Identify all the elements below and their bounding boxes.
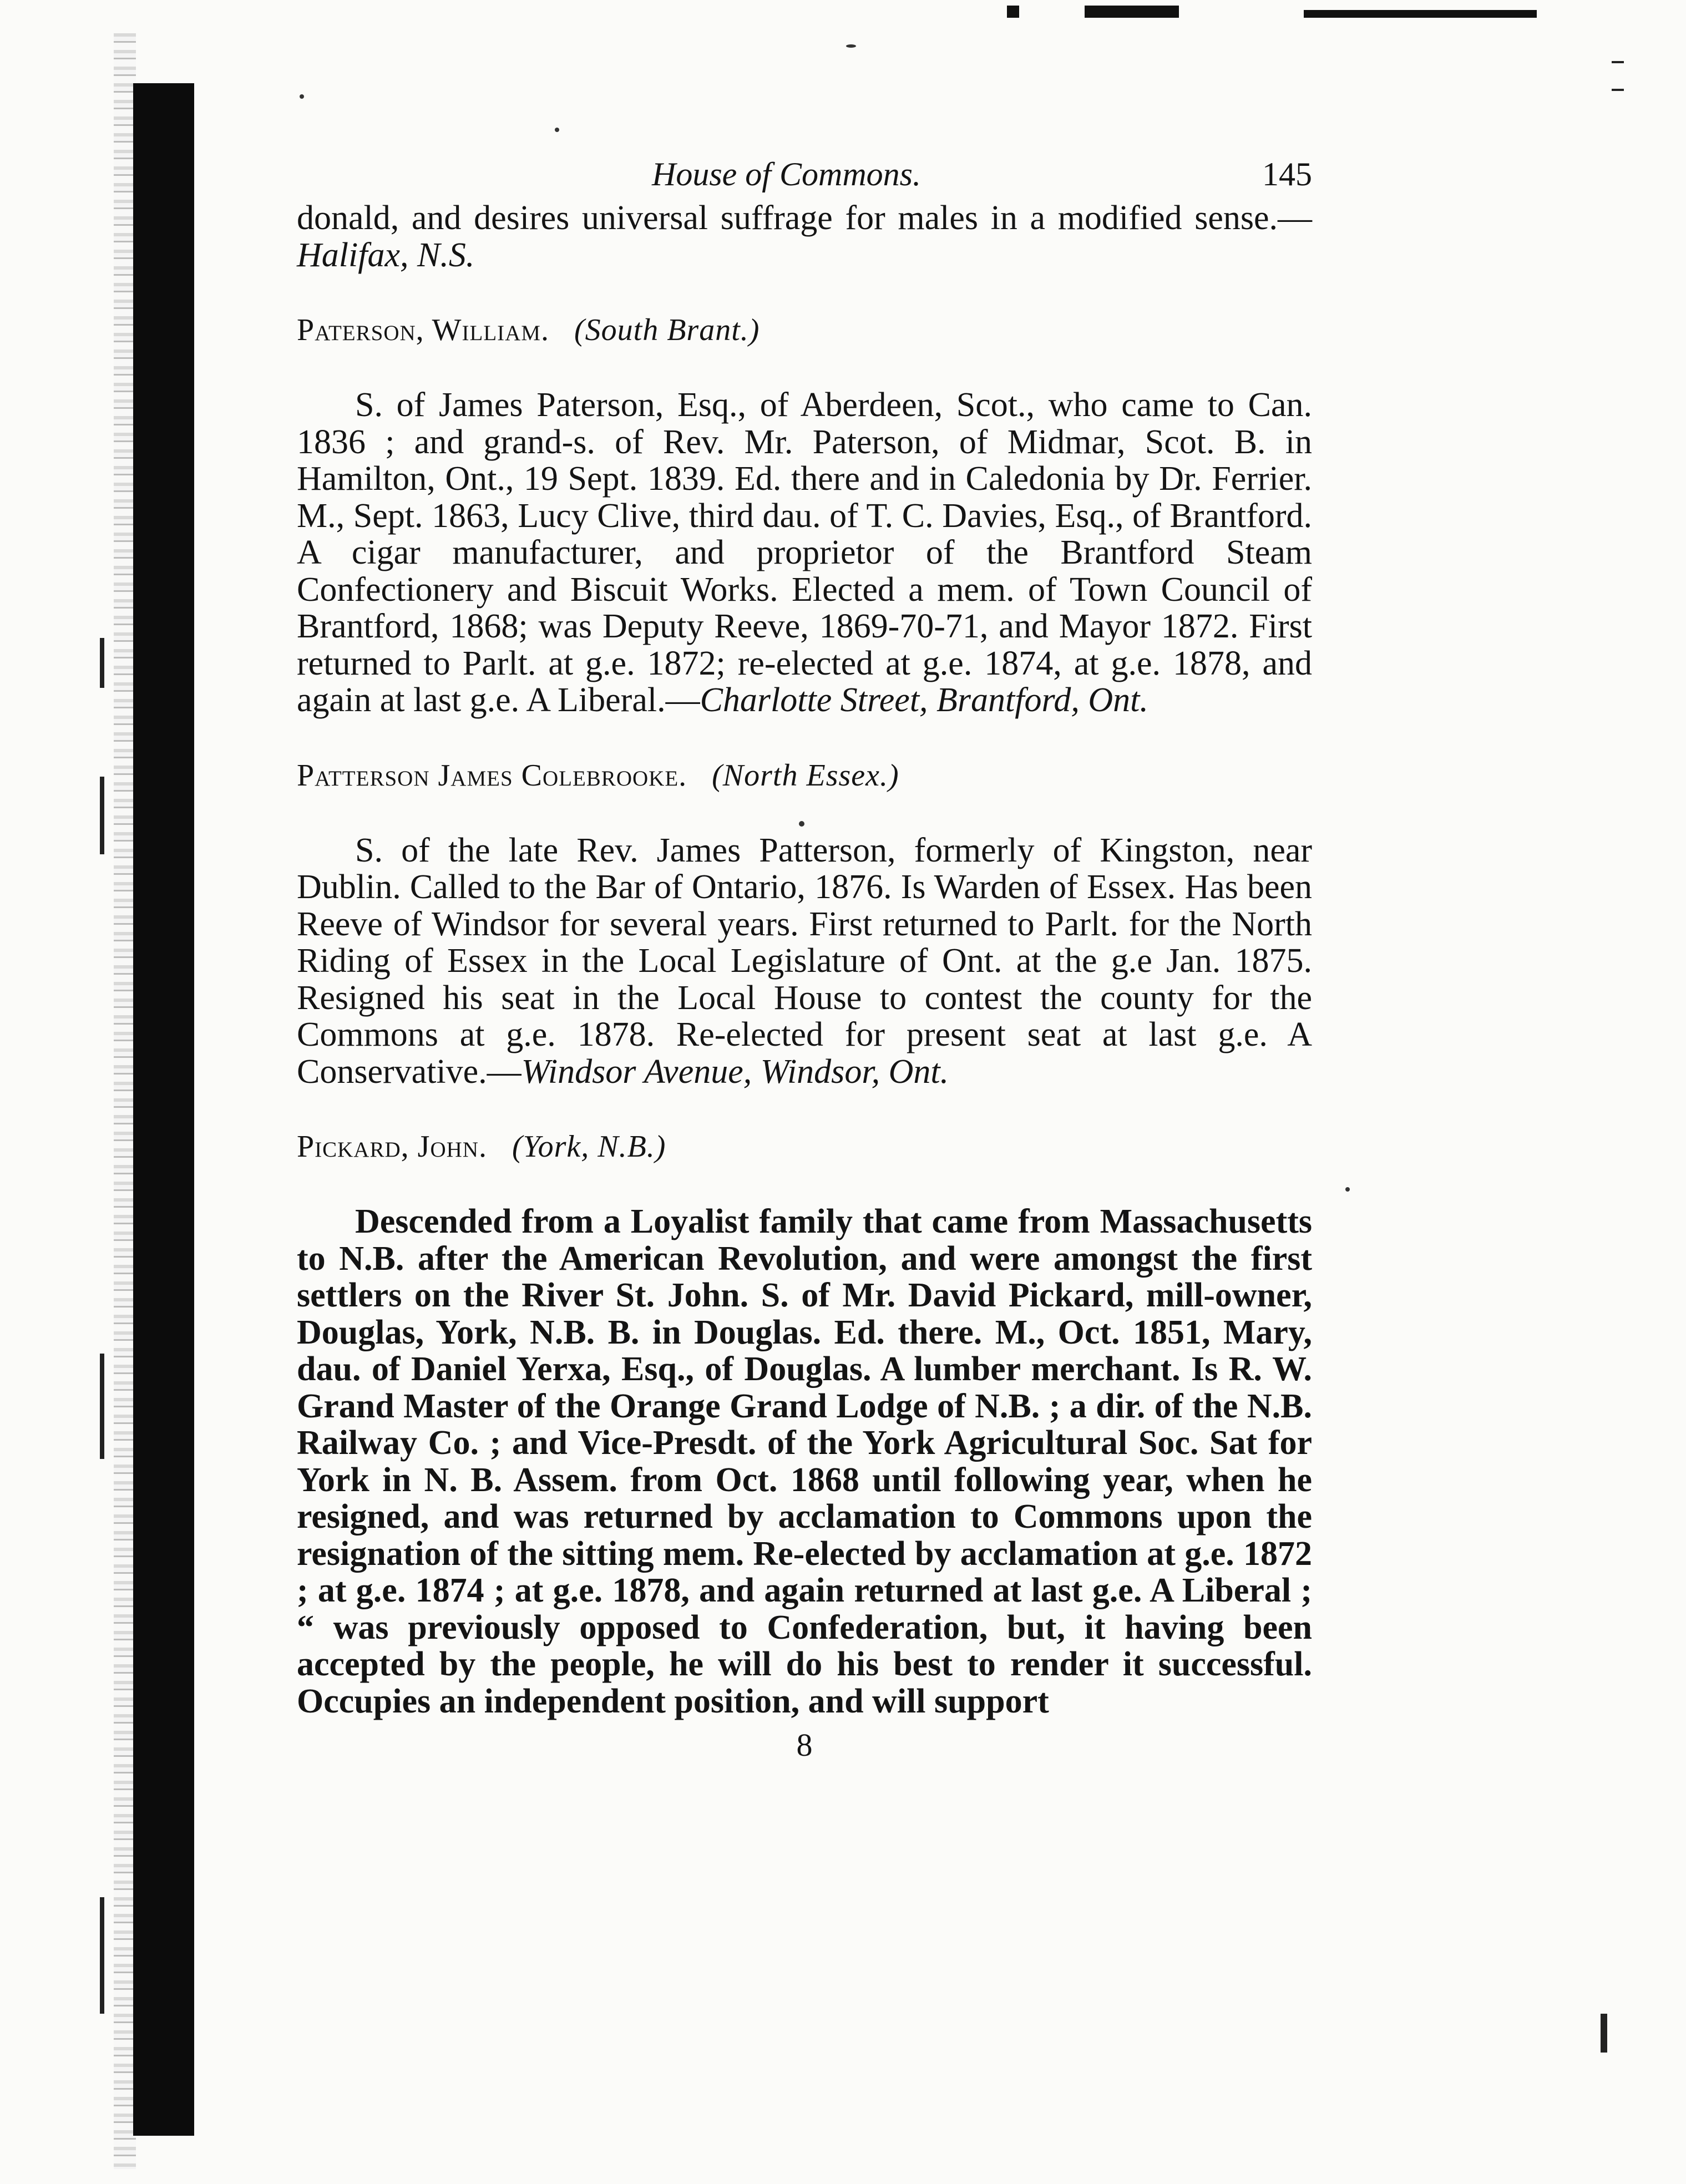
scan-mark — [1612, 89, 1624, 91]
binding-shadow — [133, 83, 194, 2136]
entry-body — [297, 387, 1312, 719]
entry-heading — [297, 312, 1312, 348]
entry-name: Patterson James Colebrooke. — [297, 758, 687, 793]
scan-mark — [100, 1354, 104, 1459]
entry — [297, 1129, 1312, 1720]
entry-riding: (York, N.B.) — [512, 1129, 666, 1164]
continuation-paragraph — [297, 200, 1312, 273]
continuation-address: Halifax, N.S. — [297, 236, 475, 274]
entry-body — [297, 1203, 1312, 1720]
entry-address: Windsor Avenue, Windsor, Ont. — [521, 1052, 949, 1091]
entry-heading — [297, 1129, 1312, 1164]
running-title: House of Commons. — [652, 156, 922, 192]
entry-body-text: S. of James Paterson, Esq., of Aberdeen, Scot., who came to Can. 1836 ; and grand-s. of Rev. Mr. Paterson, of Midmar, Scot. B. in Hamilton, Ont., 19 Sept. 1839. Ed. there and in Caledonia by Dr. Ferrier. M., Sept. 1863, Lucy Clive, third dau. of T. C. Davies, Esq., of Brantford. A cigar manufacturer, and proprietor of the Brantford Steam Confectionery and Biscuit Works. Elected a mem. of Town Council of Brantford, 1868; was Deputy Reeve, 1869-70-71, and Mayor 1872. First returned to Parlt. at g.e. 1872; re-elected at g.e. 1874, at g.e. 1878, and again at last g.e. A Liberal.— — [297, 386, 1312, 719]
entry-riding: (South Brant.) — [574, 313, 760, 347]
scan-mark — [100, 638, 104, 688]
entry-address: Charlotte Street, Brantford, Ont. — [700, 681, 1148, 719]
entry — [297, 758, 1312, 1091]
scan-mark — [1007, 6, 1019, 18]
signature-mark: 8 — [796, 1727, 813, 1763]
scan-mark — [1085, 6, 1179, 18]
scan-mark — [1601, 2014, 1607, 2053]
entry-name: Pickard, John. — [297, 1129, 487, 1164]
scan-mark — [100, 777, 104, 854]
entry-riding: (North Essex.) — [712, 758, 899, 793]
entry-name: Paterson, William. — [297, 313, 549, 347]
book-page — [297, 150, 1312, 1764]
binding-edge — [114, 33, 136, 2169]
entry-body — [297, 832, 1312, 1091]
scan-mark — [1304, 10, 1537, 18]
continuation-text: donald, and desires universal suffrage for males in a modified sense.— — [297, 199, 1312, 237]
scan-mark — [1612, 61, 1624, 63]
scan-mark — [846, 44, 856, 48]
scan-mark — [100, 1897, 104, 2014]
running-header — [297, 150, 1312, 200]
entry-body-text: Descended from a Loyalist family that came from Massachusetts to N.B. after the American Revolution, and were amongst the first settlers on the River St. John. S. of Mr. David Pickard, mill-owner, Douglas, York, N.B. B. in Douglas. Ed. there. M., Oct. 1851, Mary, dau. of Daniel Yerxa, Esq., of Douglas. A lumber merchant. Is R. W. Grand Master of the Orange Grand Lodge of N.B. ; a dir. of the N.B. Railway Co. ; and Vice-Presdt. of the York Agricultural Soc. Sat for York in N. B. Assem. from Oct. 1868 until following year, when he resigned, and was returned by acclamation to Commons upon the resignation of the sitting mem. Re-elected by acclamation at g.e. 1872 ; at g.e. 1874 ; at g.e. 1878, and again returned at last g.e. A Liberal ; “ was previously opposed to Confederation, but, it having been accepted by the people, he will do his best to render it successful. Occupies an independent position, and will support — [297, 1203, 1312, 1720]
scan-mark — [300, 94, 304, 99]
entry-heading — [297, 758, 1312, 793]
entry-body-text: S. of the late Rev. James Patterson, formerly of Kingston, near Dublin. Called to the Bar of Ontario, 1876. Is Warden of Essex. Has been Reeve of Windsor for several years. First returned to Parlt. for the North Riding of Essex in the Local Legislature of Ont. at the g.e Jan. 1875. Resigned his seat in the Local House to contest the county for the Commons at g.e. 1878. Re-elected for present seat at last g.e. A Conservative.— — [297, 831, 1312, 1091]
scan-mark — [1345, 1187, 1350, 1192]
page-number: 145 — [1262, 156, 1312, 192]
scan-mark — [555, 128, 559, 132]
entry — [297, 312, 1312, 719]
